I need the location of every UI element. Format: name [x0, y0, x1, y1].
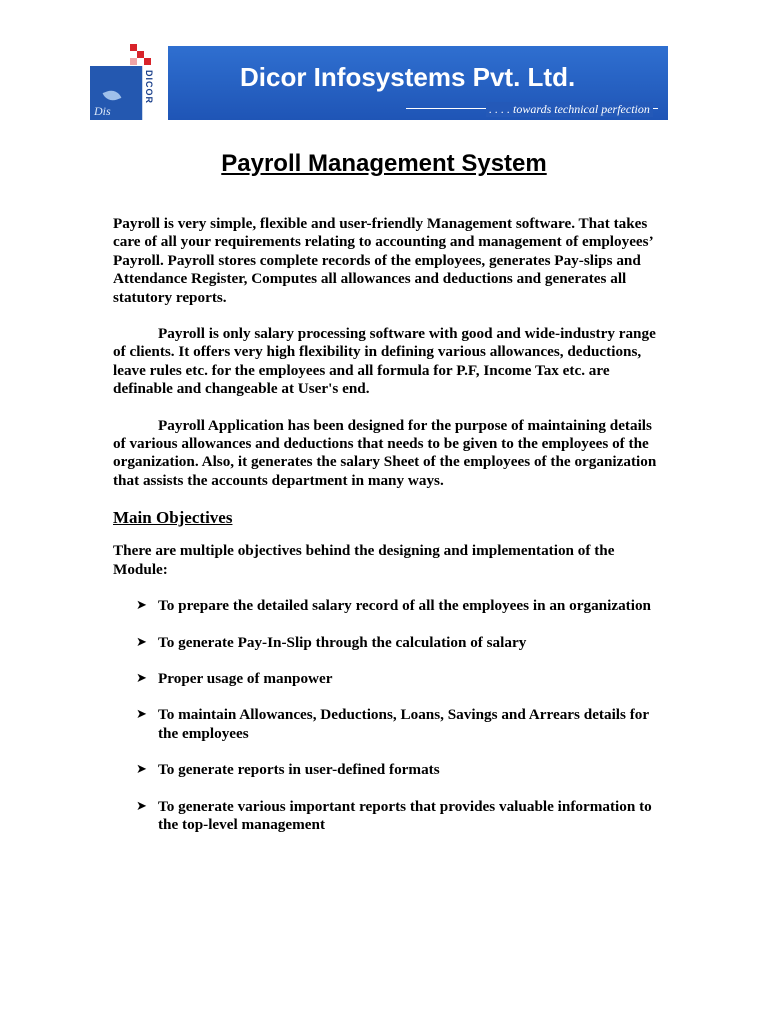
company-header — [90, 44, 668, 120]
document-body — [113, 215, 658, 852]
objective-text: Proper usage of manpower — [158, 669, 333, 687]
flexibility-paragraph: Payroll is only salary processing software with good and wide-industry range of clients. It offers very high flexibility in defining various allowances, deductions, leave rules etc. for the employees and all formula for P.F, Income Tax etc. are definable and changeable at User's end. — [113, 325, 656, 398]
intro-paragraph: Payroll is very simple, flexible and user-friendly Management software. That takes care of all your requirements relating to accounting and management of employees’ Payroll. Payroll stores complete records of the employees, generates Pay-slips and Attendance Register, Computes all allowances and deductions and generates all statutory reports. — [113, 215, 653, 306]
section-heading: Main Objectives — [113, 508, 233, 528]
list-item — [113, 798, 658, 835]
arrowhead-bullet-icon: ➤ — [136, 762, 147, 778]
list-item — [113, 670, 658, 688]
arrowhead-bullet-icon: ➤ — [136, 598, 147, 614]
list-item — [113, 597, 658, 615]
objective-text: To generate Pay-In-Slip through the calculation of salary — [158, 633, 527, 651]
company-tagline: . . . . towards technical perfection — [486, 102, 653, 117]
objectives-list — [113, 597, 658, 834]
logo-monogram: Dis — [94, 104, 111, 118]
logo-vertical-strip — [142, 66, 157, 120]
list-item — [113, 634, 658, 652]
page-title: Payroll Management System — [221, 150, 547, 177]
logo-red-square-icon — [137, 51, 144, 58]
arrowhead-bullet-icon: ➤ — [136, 634, 147, 650]
objective-text: To prepare the detailed salary record of all the employees in an organization — [158, 597, 651, 615]
objective-text: To generate reports in user-defined formats — [158, 761, 440, 779]
arrowhead-bullet-icon: ➤ — [136, 798, 147, 814]
section-intro: There are multiple objectives behind the designing and implementation of the Module: — [113, 542, 615, 578]
company-tagline-text: towards technical perfection — [513, 102, 650, 116]
objective-text: To maintain Allowances, Deductions, Loans, Savings and Arrears details for the employees — [158, 706, 649, 742]
logo-red-square-icon — [144, 58, 151, 65]
company-name: Dicor Infosystems Pvt. Ltd. — [240, 62, 576, 92]
leaf-icon — [103, 88, 122, 104]
logo-block — [90, 66, 142, 120]
arrowhead-bullet-icon: ➤ — [136, 707, 147, 723]
arrowhead-bullet-icon: ➤ — [136, 670, 147, 686]
logo-vertical-text: DICOR — [144, 70, 154, 104]
logo-pink-square-icon — [130, 58, 137, 65]
company-banner — [168, 46, 668, 120]
logo-red-square-icon — [130, 44, 137, 51]
list-item — [113, 761, 658, 779]
application-paragraph: Payroll Application has been designed for the purpose of maintaining details of various allowances and deductions that needs to be given to the employees of the organization. Also, it generates the salary Sheet of the employees of the organization that assists the accounts department in many ways. — [113, 416, 657, 489]
list-item — [113, 706, 658, 743]
objective-text: To generate various important reports that provides valuable information to the top-level management — [158, 797, 652, 833]
